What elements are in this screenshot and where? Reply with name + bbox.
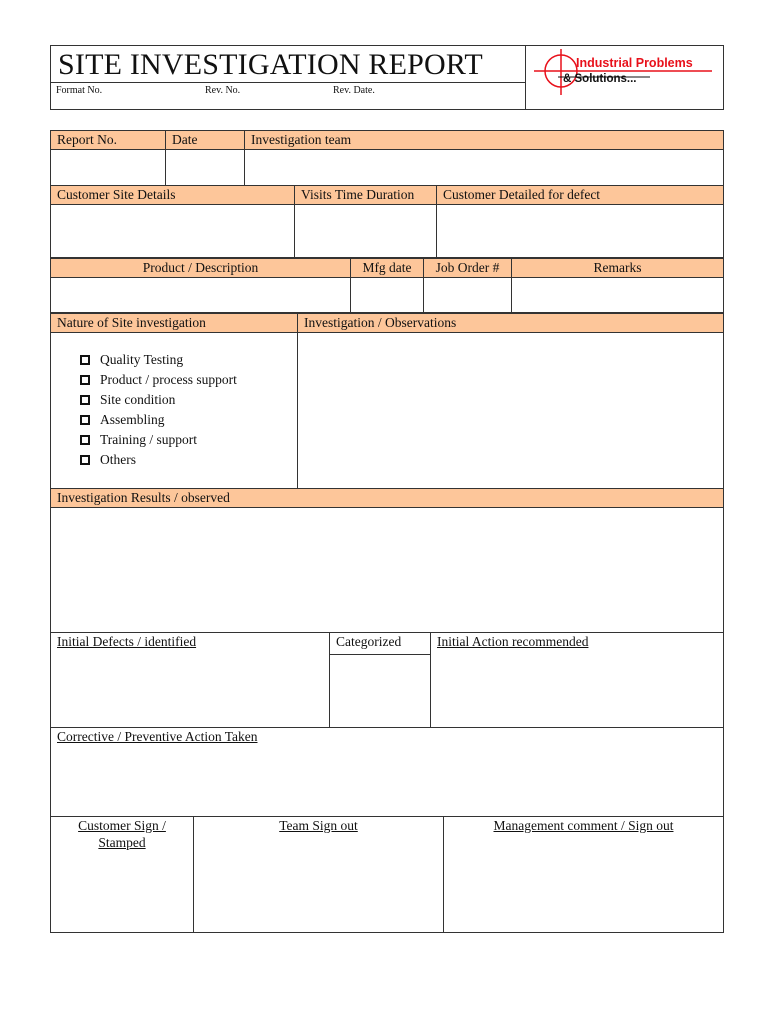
- corrective-action-label: Corrective / Preventive Action Taken: [57, 729, 258, 744]
- initial-defects-label: Initial Defects / identified: [57, 634, 197, 649]
- checkbox-icon[interactable]: [80, 375, 90, 385]
- investigation-type-checklist: [80, 350, 237, 470]
- checkbox-label: Others: [100, 452, 136, 467]
- date-field[interactable]: [165, 149, 245, 186]
- job-order-field[interactable]: [423, 277, 512, 313]
- investigation-results-field[interactable]: [50, 507, 724, 633]
- checkbox-label: Site condition: [100, 392, 176, 407]
- header-divider-vertical: [525, 45, 526, 110]
- remarks-header: Remarks: [511, 258, 724, 278]
- customer-stamped-label: Stamped: [98, 835, 146, 850]
- observations-header: Investigation / Observations: [297, 313, 724, 333]
- checkbox-row-product-process-support[interactable]: [80, 370, 237, 390]
- categorized-label: Categorized: [336, 634, 402, 649]
- page-title: SITE INVESTIGATION REPORT: [58, 48, 483, 81]
- categorized-divider: [329, 654, 431, 655]
- team-sign-label: Team Sign out: [279, 818, 358, 833]
- customer-sign-label: Customer Sign /: [78, 818, 166, 833]
- customer-site-details-header: Customer Site Details: [50, 185, 295, 205]
- checkbox-icon[interactable]: [80, 455, 90, 465]
- nature-of-investigation-header: Nature of Site investigation: [50, 313, 298, 333]
- visits-time-duration-header: Visits Time Duration: [294, 185, 437, 205]
- checkbox-row-site-condition[interactable]: [80, 390, 237, 410]
- checkbox-label: Quality Testing: [100, 352, 184, 367]
- date-header: Date: [165, 130, 245, 150]
- visits-time-duration-field[interactable]: [294, 204, 437, 258]
- company-logo: [530, 47, 720, 105]
- job-order-header: Job Order #: [423, 258, 512, 278]
- report-no-header: Report No.: [50, 130, 166, 150]
- checkbox-row-assembling[interactable]: [80, 410, 237, 430]
- logo-line-1: Industrial Problems: [576, 56, 693, 70]
- initial-action-label: Initial Action recommended: [437, 634, 589, 649]
- logo-line-2: & Solutions...: [563, 73, 637, 85]
- checkbox-label: Assembling: [100, 412, 165, 427]
- investigation-team-field[interactable]: [244, 149, 724, 186]
- checkbox-label: Training / support: [100, 432, 198, 447]
- observations-field[interactable]: [297, 332, 724, 489]
- checkbox-icon[interactable]: [80, 355, 90, 365]
- checkbox-icon[interactable]: [80, 435, 90, 445]
- header-divider-horizontal: [50, 82, 526, 83]
- product-description-field[interactable]: [50, 277, 351, 313]
- investigation-team-header: Investigation team: [244, 130, 724, 150]
- mfg-date-header: Mfg date: [350, 258, 424, 278]
- checkbox-icon[interactable]: [80, 415, 90, 425]
- management-sign-label: Management comment / Sign out: [493, 818, 674, 833]
- checkbox-icon[interactable]: [80, 395, 90, 405]
- customer-defect-field[interactable]: [436, 204, 724, 258]
- checkbox-row-others[interactable]: [80, 450, 237, 470]
- customer-site-details-field[interactable]: [50, 204, 295, 258]
- investigation-results-header: Investigation Results / observed: [50, 488, 724, 508]
- mfg-date-field[interactable]: [350, 277, 424, 313]
- checkbox-row-quality-testing[interactable]: [80, 350, 237, 370]
- rev-no-label: Rev. No.: [205, 85, 241, 96]
- product-description-header: Product / Description: [50, 258, 351, 278]
- remarks-field[interactable]: [511, 277, 724, 313]
- format-no-label: Format No.: [56, 85, 103, 96]
- rev-date-label: Rev. Date.: [333, 85, 375, 96]
- customer-defect-header: Customer Detailed for defect: [436, 185, 724, 205]
- report-no-field[interactable]: [50, 149, 166, 186]
- checkbox-row-training-support[interactable]: [80, 430, 237, 450]
- checkbox-label: Product / process support: [100, 372, 237, 387]
